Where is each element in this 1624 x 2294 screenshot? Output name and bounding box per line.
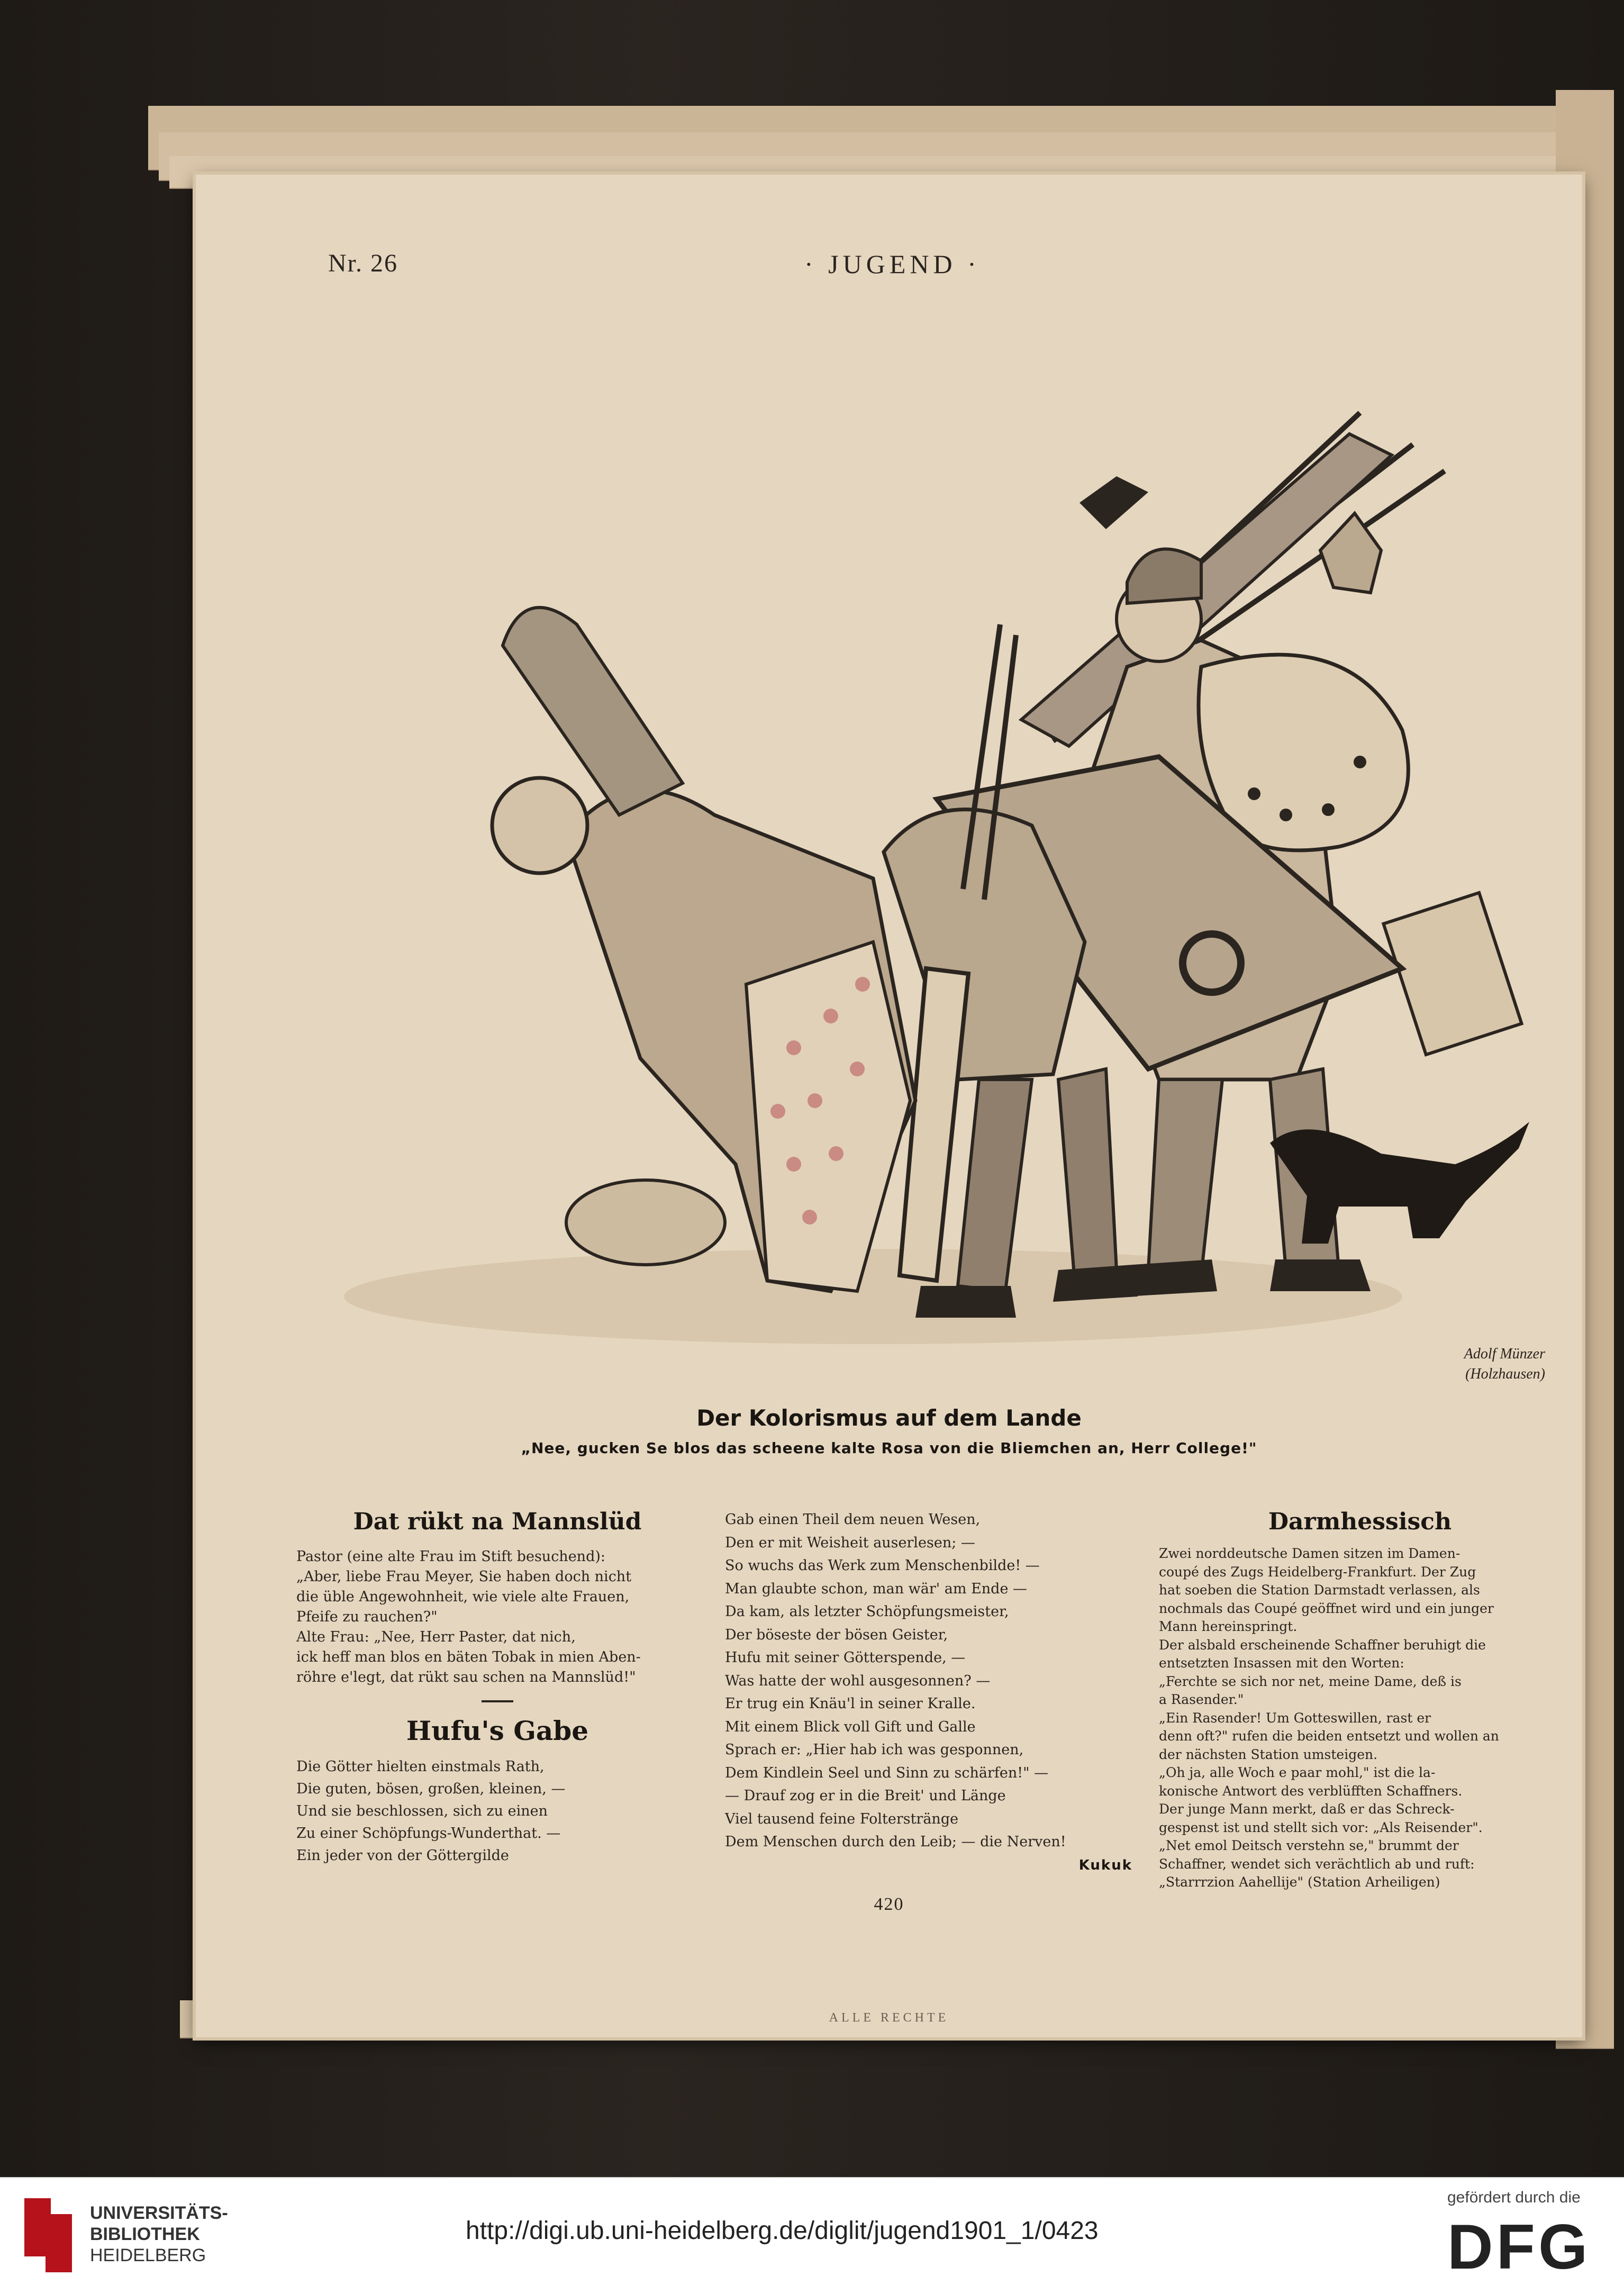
column-left <box>296 1508 698 1867</box>
text-line: Was hatte der wohl ausgesonnen? — <box>725 1672 991 1689</box>
text-line: Schaffner, wendet sich verächtlich ab und ruft: <box>1159 1856 1475 1872</box>
text-line: Er trug ein Knäu'l in seiner Kralle. <box>725 1695 976 1712</box>
old-woman-head <box>492 778 587 873</box>
document-url-link[interactable]: http://digi.ub.uni-heidelberg.de/diglit/jugend1901_1/0423 <box>466 2217 1099 2245</box>
text-line: Und sie beschlossen, sich zu einen <box>296 1803 548 1819</box>
university-logo-icon <box>19 2193 83 2278</box>
bundle-icon <box>566 1180 725 1265</box>
text-line: konische Antwort des verblüfften Schaffners. <box>1159 1783 1463 1799</box>
text-line: Zu einer Schöpfungs-Wunderthat. — <box>296 1825 561 1842</box>
text-line: a Rasender." <box>1159 1692 1244 1707</box>
text-line: der nächsten Station umsteigen. <box>1159 1746 1378 1762</box>
poem-hufus-gabe-start <box>296 1756 698 1867</box>
column-right <box>1159 1508 1561 1892</box>
text-line: Der alsbald erscheinende Schaffner beruhigt die <box>1159 1637 1486 1653</box>
artist-signature: Adolf Münzer (Holzhausen) <box>1464 1346 1545 1382</box>
text-line: „Ferchte se sich nor net, meine Dame, deß is <box>1159 1673 1462 1689</box>
text-line: Man glaubte schon, man wär' am Ende — <box>725 1580 1028 1597</box>
divider <box>482 1700 513 1702</box>
anecdote-mannslued <box>296 1547 698 1688</box>
poem-hufus-gabe-continued <box>725 1508 1138 1854</box>
text-line: coupé des Zugs Heidelberg-Frankfurt. Der Zug <box>1159 1564 1476 1580</box>
text-line: Dem Kindlein Seel und Sinn zu schärfen!" — <box>725 1764 1049 1781</box>
dfg-logo: DFG <box>1447 2211 1591 2282</box>
column-middle <box>725 1508 1138 1873</box>
apron <box>746 942 910 1291</box>
text-line: Mann hereinspringt. <box>1159 1619 1298 1634</box>
sketchbook-icon <box>1383 893 1521 1055</box>
funding-notice: gefördert durch die <box>1447 2189 1581 2206</box>
dachshund-icon <box>1270 1122 1529 1244</box>
text-line: nochmals das Coupé geöffnet wird und ein junger <box>1159 1600 1494 1616</box>
text-line: Der böseste der bösen Geister, <box>725 1626 948 1643</box>
text-line: „Starrrzion Aahellije" (Station Arheiligen) <box>1159 1874 1440 1890</box>
heading-mannslued: Dat rükt na Mannslüd <box>353 1508 642 1535</box>
text-line: die üble Angewohnheit, wie viele alte Frauen, <box>296 1589 630 1605</box>
magazine-page <box>196 175 1582 2037</box>
text-line: Der junge Mann merkt, daß er das Schreck- <box>1159 1801 1455 1817</box>
page-number: 420 <box>874 1894 904 1914</box>
text-line: — Drauf zog er in die Breit' und Länge <box>725 1788 1006 1804</box>
text-line: „Ein Rasender! Um Gotteswillen, rast er <box>1159 1710 1431 1726</box>
text-line: Den er mit Weisheit auserlesen; — <box>725 1534 975 1551</box>
text-line: Viel tausend feine Folterstränge <box>725 1810 959 1827</box>
text-line: Gab einen Theil dem neuen Wesen, <box>725 1511 981 1528</box>
text-line: Da kam, als letzter Schöpfungsmeister, <box>725 1603 1009 1620</box>
text-line: Hufu mit seiner Götterspende, — <box>725 1649 966 1666</box>
text-line: Die guten, bösen, großen, kleinen, — <box>296 1781 566 1797</box>
caption-title: Der Kolorismus auf dem Lande <box>696 1405 1082 1431</box>
caption-quote: „Nee, gucken Se blos das scheene kalte Rosa von die Bliemchen an, Herr College!" <box>521 1439 1257 1457</box>
easel-icon <box>900 968 968 1281</box>
heading-darmhessisch: Darmhessisch <box>1268 1508 1452 1535</box>
text-line: entsetzten Insassen mit den Worten: <box>1159 1655 1404 1671</box>
magazine-title: · JUGEND · <box>804 249 981 279</box>
text-line: „Net emol Deitsch verstehn se," brummt der <box>1159 1838 1459 1853</box>
anecdote-darmhessisch <box>1159 1545 1561 1892</box>
issue-number: Nr. 26 <box>328 249 398 277</box>
text-line: gespenst ist und stellt sich vor: „Als Reisender". <box>1159 1819 1483 1835</box>
text-line: röhre e'legt, dat rükt sau schen na Mannslüd!" <box>296 1669 636 1685</box>
text-line: denn oft?" rufen die beiden entsetzt und wollen an <box>1159 1728 1499 1744</box>
illustration <box>302 254 1550 1408</box>
viewer-footer <box>0 2177 1624 2294</box>
text-line: So wuchs das Werk zum Menschenbilde! — <box>725 1557 1040 1574</box>
text-line: Die Götter hielten einstmals Rath, <box>296 1758 545 1775</box>
text-line: Ein jeder von der Göttergilde <box>296 1847 509 1864</box>
text-line: Dem Menschen durch den Leib; — die Nerven! <box>725 1834 1066 1850</box>
text-line: Mit einem Blick voll Gift und Galle <box>725 1718 976 1735</box>
poem-author: Kukuk <box>1078 1857 1132 1873</box>
text-line: Alte Frau: „Nee, Herr Paster, dat nich, <box>296 1629 576 1645</box>
library-name: UNIVERSITÄTS- BIBLIOTHEK HEIDELBERG <box>90 2203 228 2265</box>
text-line: Pastor (eine alte Frau im Stift besuchend): <box>296 1548 605 1565</box>
text-line: „Oh ja, alle Woch e paar mohl," ist die la- <box>1159 1765 1436 1780</box>
plume-icon <box>1079 476 1148 529</box>
rights-notice: ALLE RECHTE <box>829 2011 949 2025</box>
text-line: Pfeife zu rauchen?" <box>296 1609 438 1625</box>
text-line: Sprach er: „Hier hab ich was gesponnen, <box>725 1742 1024 1758</box>
text-line: hat soeben die Station Darmstadt verlassen, als <box>1159 1582 1480 1598</box>
text-line: Zwei norddeutsche Damen sitzen im Damen- <box>1159 1546 1460 1561</box>
text-line: „Aber, liebe Frau Meyer, Sie haben doch nicht <box>296 1568 632 1585</box>
text-line: ick heff man blos en bäten Tobak in mien Aben- <box>296 1649 641 1665</box>
heading-hufus-gabe: Hufu's Gabe <box>406 1715 589 1746</box>
hat-icon <box>1320 513 1381 593</box>
